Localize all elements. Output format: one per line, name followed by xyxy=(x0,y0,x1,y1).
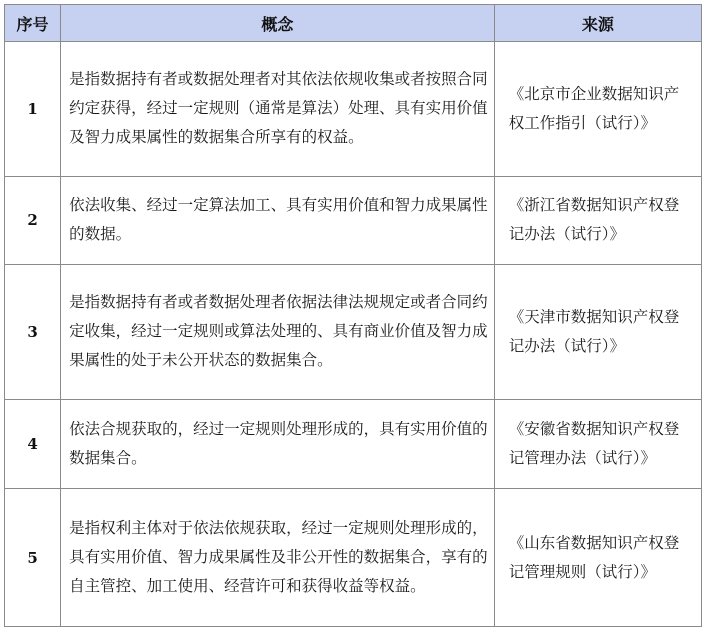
source-cell: 《山东省数据知识产权登记管理规则（试行）》 xyxy=(494,489,701,627)
row-number: 5 xyxy=(5,489,61,627)
header-source: 来源 xyxy=(494,5,701,42)
row-number: 3 xyxy=(5,265,61,400)
header-no: 序号 xyxy=(5,5,61,42)
concept-cell: 依法收集、经过一定算法加工、具有实用价值和智力成果属性的数据。 xyxy=(61,176,495,265)
concept-cell: 依法合规获取的，经过一定规则处理形成的，具有实用价值的数据集合。 xyxy=(61,399,495,489)
table-row xyxy=(5,265,702,400)
source-cell: 《浙江省数据知识产权登记办法（试行）》 xyxy=(494,176,701,265)
source-cell: 《天津市数据知识产权登记办法（试行）》 xyxy=(494,265,701,400)
row-number: 2 xyxy=(5,176,61,265)
header-concept: 概念 xyxy=(61,5,495,42)
table-row xyxy=(5,42,702,177)
source-cell: 《北京市企业数据知识产权工作指引（试行）》 xyxy=(494,42,701,177)
table-row xyxy=(5,176,702,265)
concept-cell: 是指数据持有者或者数据处理者依据法律法规规定或者合同约定收集，经过一定规则或算法处理的、具有商业价值及智力成果属性的处于未公开状态的数据集合。 xyxy=(61,265,495,400)
row-number: 4 xyxy=(5,399,61,489)
concept-cell: 是指权利主体对于依法依规获取，经过一定规则处理形成的，具有实用价值、智力成果属性及非公开性的数据集合，享有的自主管控、加工使用、经营许可和获得收益等权益。 xyxy=(61,489,495,627)
table-row xyxy=(5,489,702,627)
header-row xyxy=(5,5,702,42)
table-row xyxy=(5,399,702,489)
concept-table xyxy=(4,4,702,627)
concept-cell: 是指数据持有者或数据处理者对其依法依规收集或者按照合同约定获得，经过一定规则（通常是算法）处理、具有实用价值及智力成果属性的数据集合所享有的权益。 xyxy=(61,42,495,177)
row-number: 1 xyxy=(5,42,61,177)
source-cell: 《安徽省数据知识产权登记管理办法（试行）》 xyxy=(494,399,701,489)
